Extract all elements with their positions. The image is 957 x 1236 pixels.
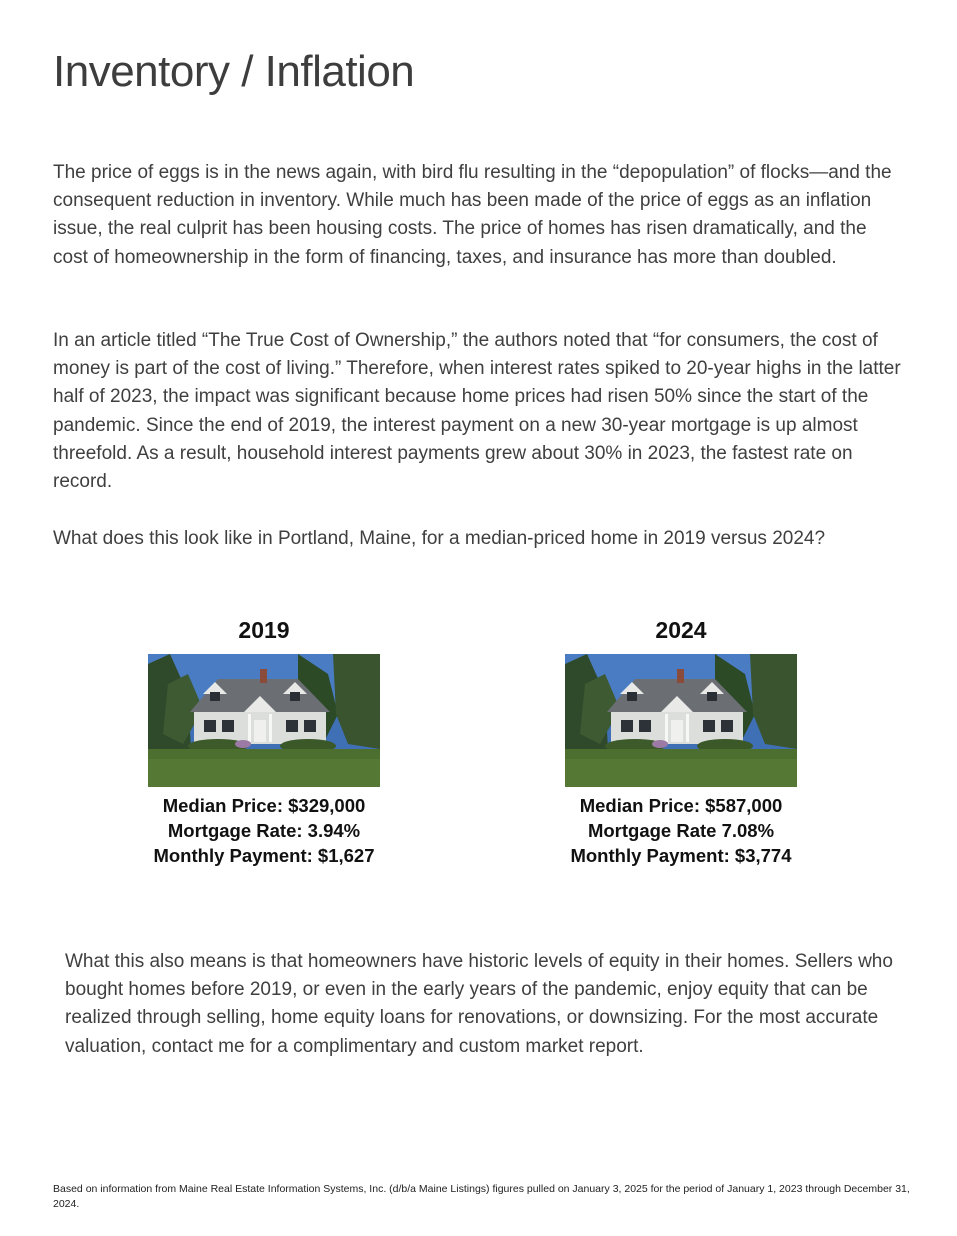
year-label: 2024 — [655, 617, 707, 643]
page-title: Inventory / Inflation — [53, 47, 415, 96]
mortgage-rate: Mortgage Rate: 3.94% — [167, 820, 361, 841]
monthly-payment: Monthly Payment: $3,774 — [570, 845, 792, 866]
intro-paragraph-3: What does this look like in Portland, Maine, for a median-priced home in 2019 versus 2024? — [53, 528, 826, 549]
closing-paragraph: What this also means is that homeowners have historic levels of equity in their homes. Sellers who bought homes before 2019, or even in the early years of the pandemic, enjoy equity that can be realized through selling, home equity loans for renovations, or downsizing. For the most accurate valuation, contact me for a complimentary and custom market report. — [65, 951, 893, 1057]
intro-paragraph-1: The price of eggs is in the news again, with bird flu resulting in the “depopulation” of flocks—and the consequent reduction in inventory. While much has been made of the price of eggs as an inflation issue, the real culprit has been housing costs. The price of homes has risen dramatically, and the cost of homeownership in the form of financing, taxes, and insurance has more than doubled. — [53, 162, 892, 268]
year-label: 2019 — [238, 617, 290, 643]
monthly-payment: Monthly Payment: $1,627 — [153, 845, 375, 866]
comparison-2019 — [94, 614, 434, 868]
source-footnote: Based on information from Maine Real Estate Information Systems, Inc. (d/b/a Maine Listings) figures pulled on January 3, 2025 for the period of January 1, 2023 through December 31, 2024. — [53, 1183, 910, 1210]
median-price: Median Price: $329,000 — [162, 795, 366, 816]
stats-block — [511, 793, 851, 868]
house-photo — [565, 654, 797, 787]
mortgage-rate: Mortgage Rate 7.08% — [587, 820, 775, 841]
comparison-2024 — [511, 614, 851, 868]
median-price: Median Price: $587,000 — [579, 795, 783, 816]
house-photo — [148, 654, 380, 787]
intro-paragraph-2: In an article titled “The True Cost of Ownership,” the authors noted that “for consumers, the cost of money is part of the cost of living.” Therefore, when interest rates spiked to 20-year highs in the latter half of 2023, the impact was significant because home prices had risen 50% since the start of the pandemic. Since the end of 2019, the interest payment on a new 30-year mortgage is up almost threefold. As a result, household interest payments grew about 30% in 2023, the fastest rate on record. — [53, 330, 901, 493]
stats-block — [94, 793, 434, 868]
